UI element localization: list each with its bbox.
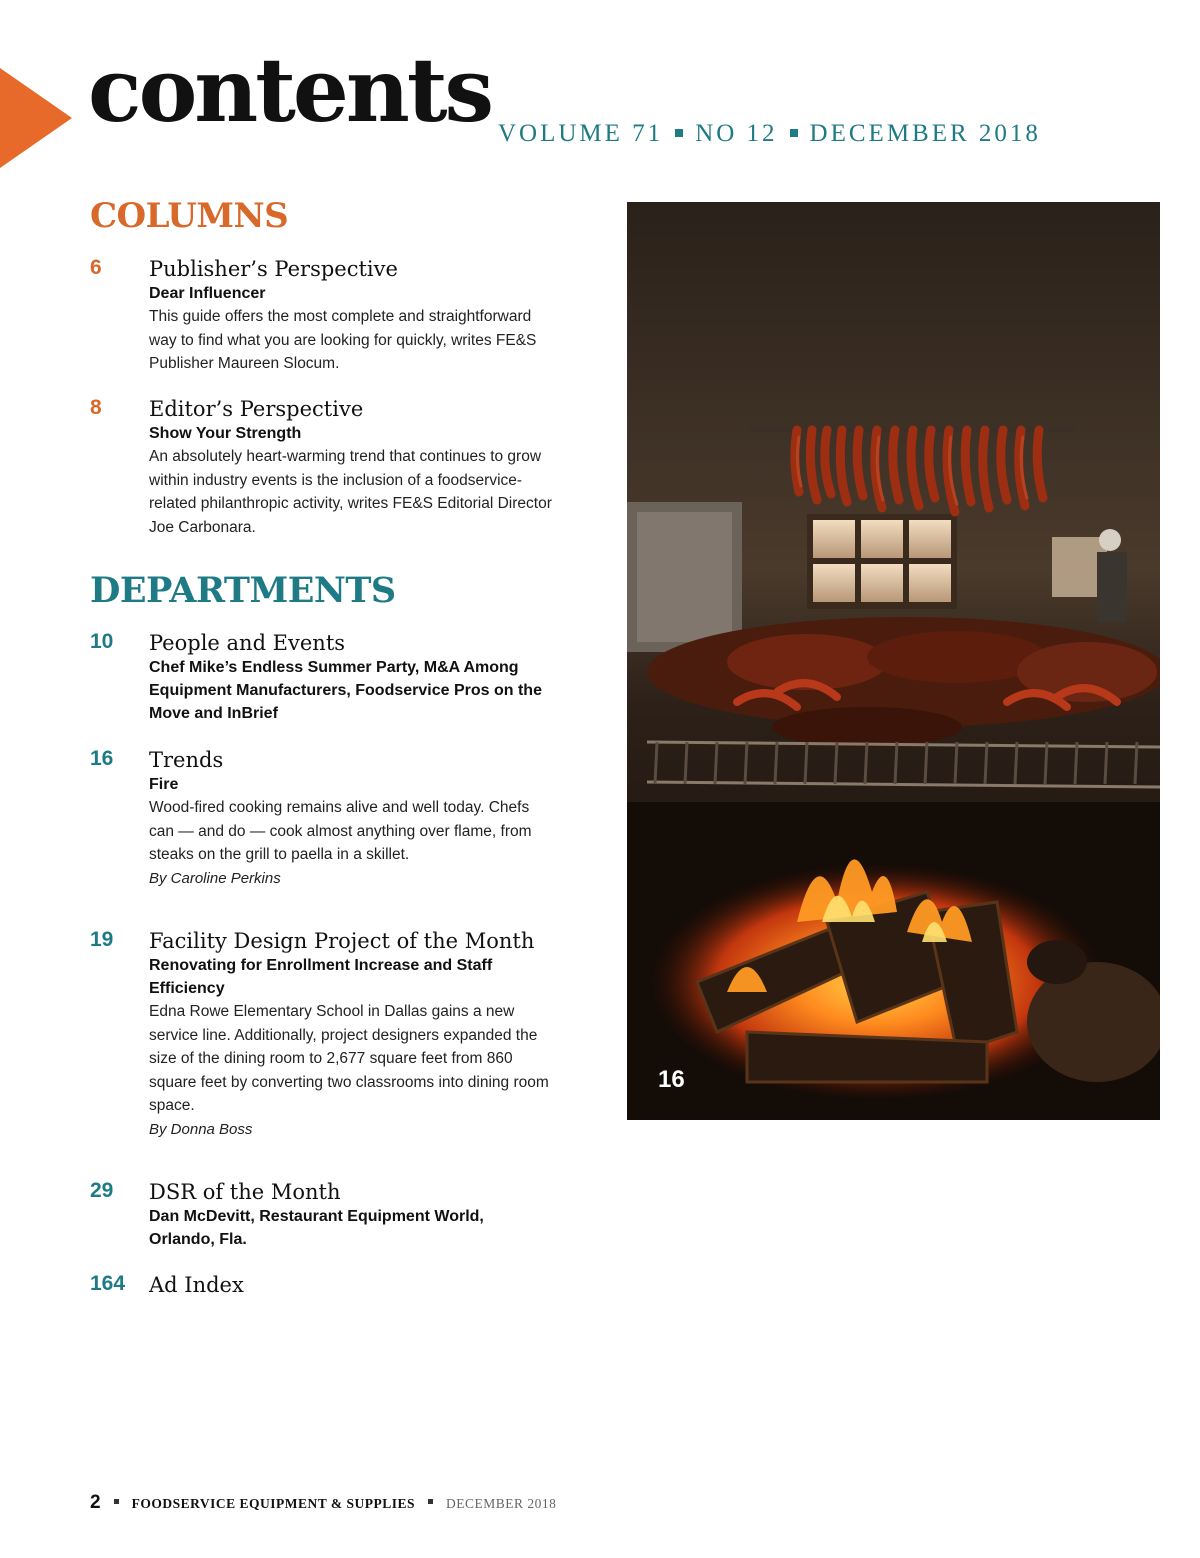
volume: VOLUME 71 [498, 120, 664, 147]
header-arrow-icon [0, 68, 72, 168]
toc-entry-publishers-perspective[interactable] [90, 256, 570, 376]
entry-subtitle: Dear Influencer [149, 285, 266, 302]
toc-entry-ad-index[interactable] [90, 1272, 570, 1298]
toc-entry-editors-perspective[interactable] [90, 396, 570, 539]
departments-heading: DEPARTMENTS [90, 570, 396, 611]
entry-title: Editor’s Perspective [149, 397, 364, 421]
columns-heading: COLUMNS [90, 196, 289, 236]
toc-entry-dsr-of-the-month[interactable] [90, 1179, 570, 1251]
toc-entry-trends[interactable] [90, 747, 570, 890]
entry-subtitle: Dan McDevitt, Restaurant Equipment World, Orlando, Fla. [149, 1208, 484, 1248]
separator-square-icon [790, 129, 798, 137]
footer-date: DECEMBER 2018 [446, 1496, 557, 1511]
entry-subtitle: Chef Mike’s Endless Summer Party, M&A Among Equipment Manufacturers, Foodservice Pros on the Move and InBrief [149, 659, 542, 722]
page-number: 16 [90, 747, 114, 770]
entry-description: Edna Rowe Elementary School in Dallas gains a new service line. Additionally, project designers expanded the size of the dining room to 2,677 square feet from 860 square feet by converting two classrooms into dining room space. [149, 1003, 549, 1114]
separator-square-icon [114, 1499, 119, 1504]
entry-byline: By Donna Boss [149, 1120, 253, 1138]
photo-page-label: 16 [658, 1066, 685, 1093]
toc-entry-people-and-events[interactable] [90, 630, 570, 725]
separator-square-icon [675, 129, 683, 137]
entry-title: DSR of the Month [149, 1180, 341, 1204]
footer-publication: FOODSERVICE EQUIPMENT & SUPPLIES [131, 1496, 416, 1511]
entry-description: This guide offers the most complete and straightforward way to find what you are looking for quickly, writes FE&S Publisher Maureen Slocum. [149, 308, 537, 372]
entry-title: Trends [149, 748, 224, 772]
entry-byline: By Caroline Perkins [149, 869, 281, 887]
issue-date: DECEMBER 2018 [809, 120, 1041, 147]
page-number: 29 [90, 1179, 114, 1202]
entry-title: Facility Design Project of the Month [149, 929, 535, 953]
footer-page-number: 2 [90, 1492, 101, 1513]
page-footer [90, 1492, 556, 1514]
entry-subtitle: Fire [149, 776, 179, 793]
entry-title: Publisher’s Perspective [149, 257, 398, 281]
entry-title: People and Events [149, 631, 346, 655]
page-number: 19 [90, 928, 114, 951]
issue-number: NO 12 [695, 120, 778, 147]
entry-subtitle: Renovating for Enrollment Increase and Staff Efficiency [149, 957, 493, 997]
page-number: 164 [90, 1272, 126, 1295]
entry-title: Ad Index [149, 1273, 244, 1297]
page-number: 8 [90, 396, 102, 419]
feature-photo-wood-fire-grill[interactable] [627, 202, 1160, 1120]
page-number: 6 [90, 256, 102, 279]
toc-entry-facility-design[interactable] [90, 928, 570, 1141]
page-number: 10 [90, 630, 114, 653]
page-title: contents [88, 38, 492, 142]
separator-square-icon [428, 1499, 433, 1504]
grill-illustration [627, 202, 1160, 1120]
issue-line [498, 120, 1041, 148]
entry-description: Wood-fired cooking remains alive and well today. Chefs can — and do — cook almost anything over flame, from steaks on the grill to paella in a skillet. [149, 799, 532, 863]
entry-subtitle: Show Your Strength [149, 425, 302, 442]
entry-description: An absolutely heart-warming trend that continues to grow within industry events is the inclusion of a foodservice-related philanthropic activity, writes FE&S Editorial Director Joe Carbonara. [149, 448, 552, 536]
